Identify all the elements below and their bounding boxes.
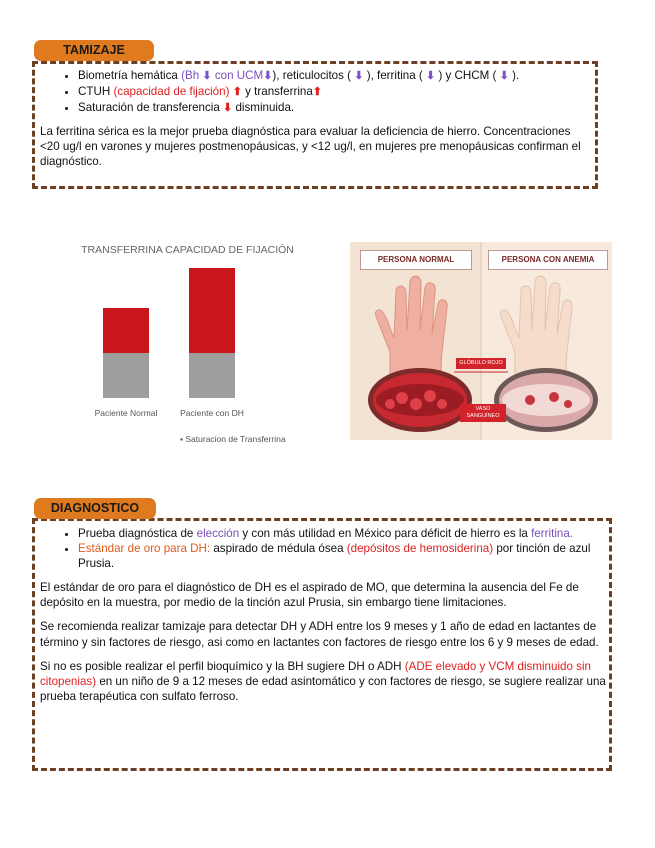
list-item: • Prueba diagnóstica de elección y con más utilidad en México para déficit de hierro es la ferritina. <box>78 526 606 541</box>
tamizaje-tab: TAMIZAJE <box>34 40 154 61</box>
diagnostico-paragraph-1: El estándar de oro para el diagnóstico de DH es el aspirado de MO, que determina la ausencia del Fe de depósito en la muestra, por medio de la tinción azul Prusia, sin embargo tiene limitaciones. <box>40 581 579 610</box>
chart-plot <box>55 238 320 448</box>
tamizaje-paragraph: La ferritina sérica es la mejor prueba diagnóstica para evaluar la deficiencia de hierro. Concentraciones <20 ug/l en varones y mujeres postmenopáusicas, y <12 ug/l, en mujeres pre menopáusicas confirman el diagnóstico. <box>40 125 581 169</box>
diagnostico-list <box>38 526 606 571</box>
chart-title: TRANSFERRINA CAPACIDAD DE FIJACIÓN <box>81 244 294 256</box>
x-tick-label: Paciente con DH <box>180 408 244 418</box>
diagnostico-paragraph-2: Se recomienda realizar tamizaje para detectar DH y ADH entre los 9 meses y 1 año de edad en lactantes de término y sin factores de riesgo, asi como en lactantes con factores de riesgo entre los 6 y 9 meses de edad. <box>40 620 599 649</box>
arrow-down-icon: ⬇ <box>425 70 436 82</box>
bar-capacity-1 <box>189 268 235 353</box>
list-item: • Biometría hemática (Bh ⬇ con UCM⬇), reticulocitos ( ⬇ ), ferritina ( ⬇ ) y CHCM ( ⬇ ). <box>78 68 593 84</box>
label-vessel: VASO SANGUÍNEO <box>460 404 506 422</box>
diagnostico-content <box>38 526 606 704</box>
list-item: • Estándar de oro para DH: aspirado de médula ósea (depósitos de hemosiderina) por tinción de azul Prusia. <box>78 541 606 571</box>
arrow-down-icon: ⬇ <box>202 70 212 82</box>
arrow-up-icon: ⬆ <box>312 86 323 98</box>
arrow-up-icon: ⬆ <box>232 86 242 98</box>
arrow-down-icon: ⬇ <box>223 102 233 114</box>
diagnostico-tab: DIAGNOSTICO <box>34 498 156 519</box>
arrow-down-icon: ⬇ <box>263 70 273 82</box>
label-red-cell: GLÓBULO ROJO <box>456 358 506 369</box>
arrow-down-icon: ⬇ <box>499 70 509 82</box>
label-normal: PERSONA NORMAL <box>360 250 472 270</box>
chart-legend: ▪ Saturacion de Transferrina <box>180 434 286 444</box>
list-item: • CTUH (capacidad de fijación) ⬆ y transferrina⬆ <box>78 84 593 100</box>
transferrin-chart <box>55 238 320 448</box>
tamizaje-list <box>38 68 593 116</box>
arrow-down-icon: ⬇ <box>354 70 364 82</box>
tamizaje-content <box>38 68 593 170</box>
diagnostico-paragraph-3: Si no es posible realizar el perfil bioquímico y la BH sugiere DH o ADH (ADE elevado y VCM disminuido sin citopenias) en un niño de 9 a 12 meses de edad asintomático y con factores de riesgo, se sugiere realizar una prueba terapéutica con sulfato ferroso. <box>40 659 606 704</box>
anemia-illustration <box>350 242 612 440</box>
bar-saturation-0 <box>103 353 149 398</box>
bar-saturation-1 <box>189 353 235 398</box>
label-anemia: PERSONA CON ANEMIA <box>488 250 608 270</box>
x-tick-label: Paciente Normal <box>94 408 158 418</box>
bar-capacity-0 <box>103 308 149 353</box>
list-item: • Saturación de transferencia ⬇ disminuida. <box>78 100 593 116</box>
